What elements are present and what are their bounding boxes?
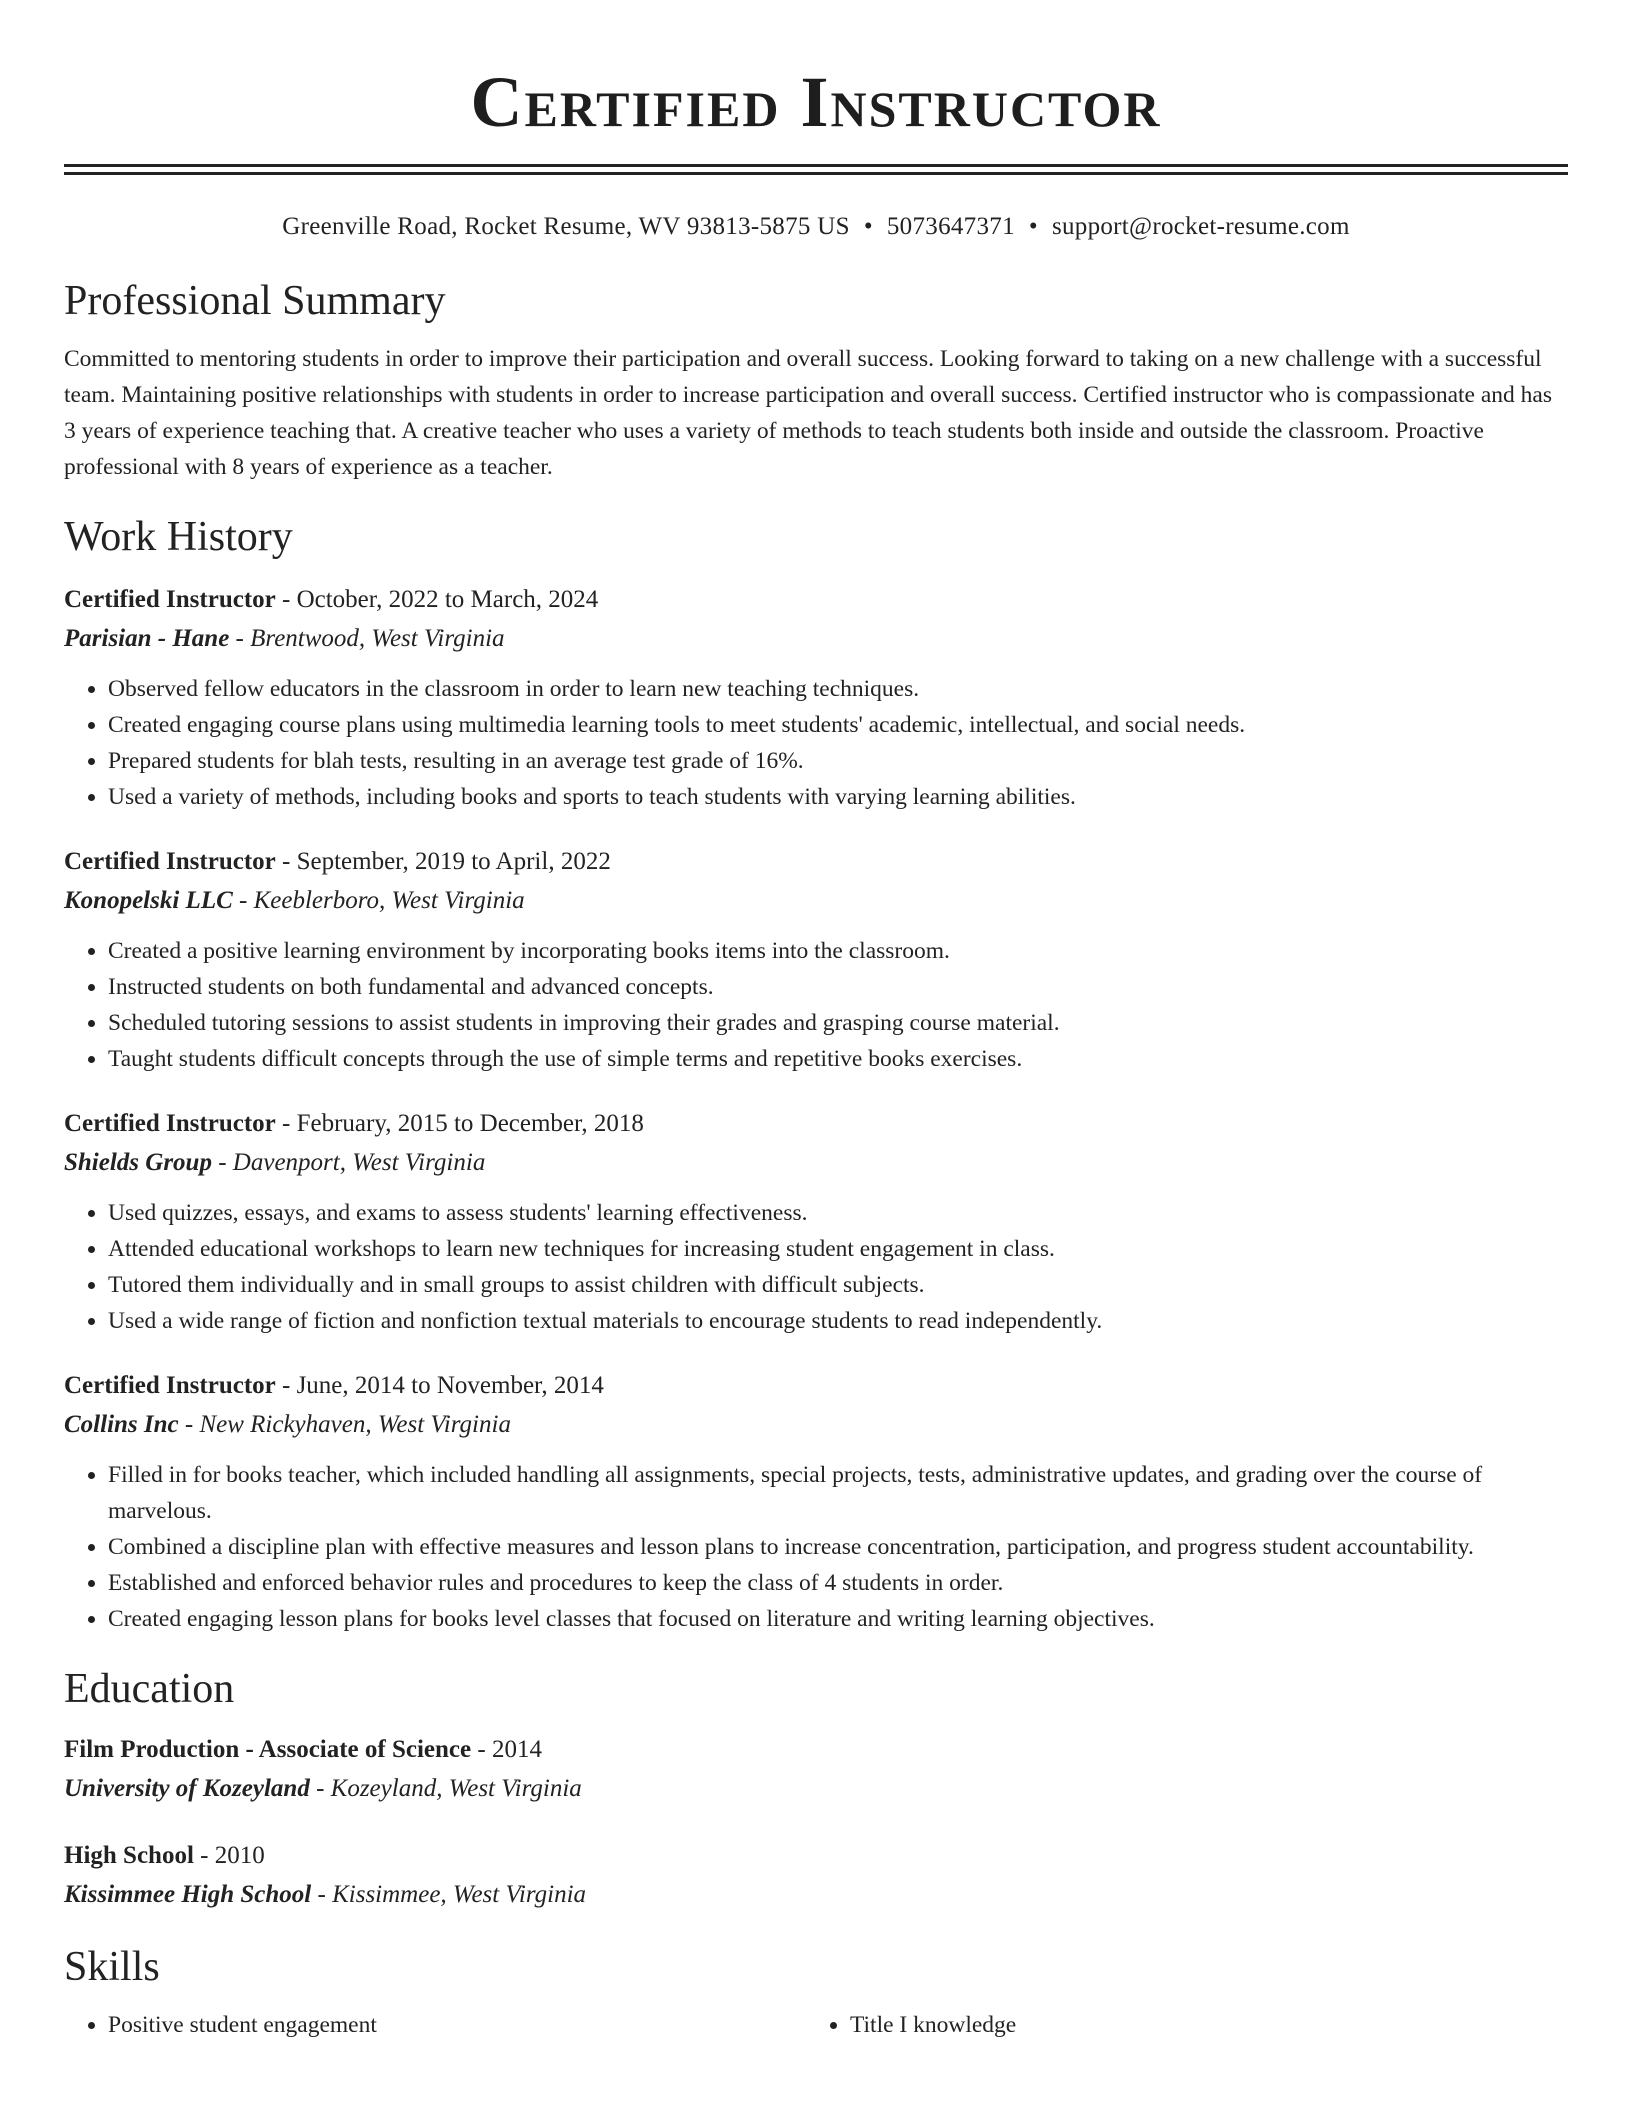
job-duties xyxy=(64,933,1568,1077)
job-duty: • Used a wide range of fiction and nonfiction textual materials to encourage students to read independently. xyxy=(108,1303,1568,1339)
job-dates: - February, 2015 to December, 2018 xyxy=(275,1110,644,1137)
job-duty: • Created a positive learning environment by incorporating books items into the classroom. xyxy=(108,933,1568,969)
job-duty: • Scheduled tutoring sessions to assist students in improving their grades and grasping course material. xyxy=(108,1005,1568,1041)
job-dates: - September, 2019 to April, 2022 xyxy=(275,848,611,875)
job-duty: • Created engaging course plans using multimedia learning tools to meet students' academic, intellectual, and social needs. xyxy=(108,707,1568,743)
school-line xyxy=(64,1875,1568,1915)
contact-separator: • xyxy=(1028,213,1038,240)
contact-email: support@rocket-resume.com xyxy=(1051,213,1350,240)
job-title: Certified Instructor xyxy=(64,848,276,875)
contact-address: Greenville Road, Rocket Resume, WV 93813-5875 US xyxy=(282,213,850,240)
job-dates: - October, 2022 to March, 2024 xyxy=(275,586,599,613)
employer-location: - Davenport, West Virginia xyxy=(211,1149,486,1176)
degree-year: - 2010 xyxy=(193,1842,265,1869)
section-title-work-history: Work History xyxy=(64,514,293,560)
employer-name: Parisian - Hane xyxy=(64,625,230,652)
job-duties xyxy=(64,1457,1568,1637)
employer-location: - New Rickyhaven, West Virginia xyxy=(178,1411,511,1438)
job-duty: • Combined a discipline plan with effective measures and lesson plans to increase concentration, participation, and progress student accountability. xyxy=(108,1529,1568,1565)
job-entry xyxy=(64,581,1568,815)
job-title: Certified Instructor xyxy=(64,1110,276,1137)
degree-line xyxy=(64,1837,1568,1875)
school-location: - Kissimmee, West Virginia xyxy=(311,1881,587,1908)
employer-line xyxy=(64,1405,1568,1445)
job-duty: • Used a variety of methods, including books and sports to teach students with varying learning abilities. xyxy=(108,779,1568,815)
job-duty: • Attended educational workshops to learn new techniques for increasing student engagement in class. xyxy=(108,1231,1568,1267)
degree-line xyxy=(64,1731,1568,1769)
job-duties xyxy=(64,671,1568,815)
job-title: Certified Instructor xyxy=(64,586,276,613)
job-duty: • Prepared students for blah tests, resulting in an average test grade of 16%. xyxy=(108,743,1568,779)
job-duty: • Tutored them individually and in small groups to assist children with difficult subjects. xyxy=(108,1267,1568,1303)
employer-name: Shields Group xyxy=(64,1149,212,1176)
employer-name: Konopelski LLC xyxy=(64,887,233,914)
summary-text: Committed to mentoring students in order to improve their participation and overall success. Looking forward to taking on a new challenge with a successful team. Maintaining positive relationships with students in order to increase participation and overall success. Certified instructor who is compassionate and has 3 years of experience teaching that. A creative teacher who uses a variety of methods to teach students both inside and outside the classroom. Proactive professional with 8 years of experience as a teacher. xyxy=(64,346,1552,480)
school-name: University of Kozeyland xyxy=(64,1775,310,1802)
header-divider xyxy=(64,164,1568,175)
job-entry xyxy=(64,843,1568,1077)
resume-page xyxy=(64,0,1568,2043)
job-title-line xyxy=(64,1105,1568,1143)
education-entry xyxy=(64,1837,1568,1915)
job-title-line xyxy=(64,843,1568,881)
employer-line xyxy=(64,881,1568,921)
employer-line xyxy=(64,619,1568,659)
section-title-summary: Professional Summary xyxy=(64,278,446,324)
skills-column-right xyxy=(806,2007,1548,2043)
degree-year: - 2014 xyxy=(471,1736,542,1763)
education-entry xyxy=(64,1731,1568,1809)
section-title-skills: Skills xyxy=(64,1944,160,1990)
skills-list xyxy=(64,2007,1568,2043)
job-entry xyxy=(64,1105,1568,1339)
job-dates: - June, 2014 to November, 2014 xyxy=(275,1372,604,1399)
skill-item: • Positive student engagement xyxy=(108,2007,806,2043)
section-title-education: Education xyxy=(64,1666,235,1712)
employer-line xyxy=(64,1143,1568,1183)
employer-location: - Brentwood, West Virginia xyxy=(229,625,505,652)
job-duty: • Used quizzes, essays, and exams to assess students' learning effectiveness. xyxy=(108,1195,1568,1231)
job-duty: • Filled in for books teacher, which included handling all assignments, special projects, tests, administrative updates, and grading over the course of marvelous. xyxy=(108,1457,1568,1529)
contact-phone: 5073647371 xyxy=(886,213,1015,240)
job-title-line xyxy=(64,1367,1568,1405)
skill-item: • Title I knowledge xyxy=(850,2007,1548,2043)
degree-name: Film Production - Associate of Science xyxy=(64,1736,472,1763)
job-duty: • Created engaging lesson plans for books level classes that focused on literature and writing learning objectives. xyxy=(108,1601,1568,1637)
job-duties xyxy=(64,1195,1568,1339)
skills-column-left xyxy=(64,2007,806,2043)
employer-location: - Keeblerboro, West Virginia xyxy=(232,887,525,914)
school-line xyxy=(64,1769,1568,1809)
job-title: Certified Instructor xyxy=(64,1372,276,1399)
job-title-line xyxy=(64,581,1568,619)
job-duty: • Taught students difficult concepts through the use of simple terms and repetitive books exercises. xyxy=(108,1041,1568,1077)
contact-separator: • xyxy=(863,213,873,240)
job-duty: • Instructed students on both fundamental and advanced concepts. xyxy=(108,969,1568,1005)
job-duty: • Observed fellow educators in the classroom in order to learn new teaching techniques. xyxy=(108,671,1568,707)
job-entry xyxy=(64,1367,1568,1637)
school-location: - Kozeyland, West Virginia xyxy=(309,1775,582,1802)
candidate-name: Certified Instructor xyxy=(470,62,1162,142)
contact-line xyxy=(64,211,1568,243)
school-name: Kissimmee High School xyxy=(64,1881,312,1908)
degree-name: High School xyxy=(64,1842,194,1869)
job-duty: • Established and enforced behavior rules and procedures to keep the class of 4 students in order. xyxy=(108,1565,1568,1601)
employer-name: Collins Inc xyxy=(64,1411,179,1438)
